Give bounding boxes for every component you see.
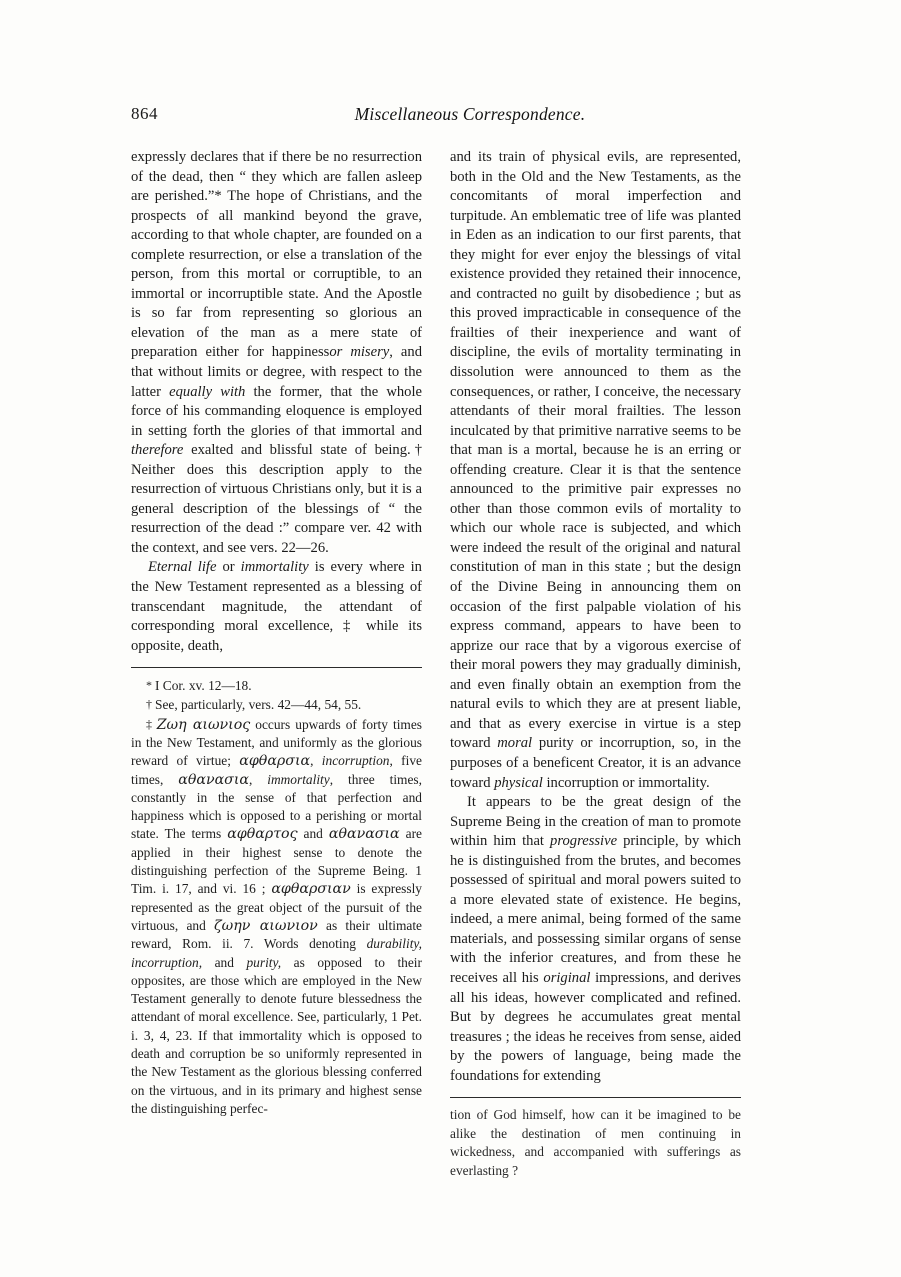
paragraph-body [131,148,422,558]
paragraph-body [131,558,422,656]
two-column-body [131,148,771,1194]
text-run: as opposed to their opposites, are those which are employed in the New Testament generally to denote future blessedness the attendant of moral excellence. See, particularly, 1 Pet. i. 3, 4, 23. If that immortality which is opposed to death and corruption be so uniformly represented in the New Testament as the glorious blessing conferred on the virtuous, and in its primary and highest sense the distinguishing perfec- [131,954,422,1116]
text-run: , [310,753,322,769]
italic-run: or misery [329,344,390,361]
italic-run: durability, incorruption, [131,936,422,970]
text-run: , three times, constantly in the sense of that perfection and happiness which is opposed to a perishing or mortal state. The terms [131,771,422,842]
italic-run: Eternal life [148,559,217,576]
text-run: , [249,771,268,787]
text-run: or [216,559,241,576]
paragraph-body [450,793,741,1086]
text-run: , and that without limits or degree, with respect to the latter [131,344,422,400]
paragraph-body [450,148,741,793]
greek-text: αθανασια [178,771,249,788]
footnote-separator-rule [131,667,422,668]
footnote-marker-asterisk: * [146,678,152,693]
text-run: is every where in the New Testament represented as a blessing of transcendant magnitude, the attendant of corresponding moral excellence, ‡ while its opposite, death, [131,559,422,654]
text-run: It appears to be the great design of the Supreme Being in the creation of man to promote within him that [450,794,741,850]
text-run: occurs upwards of forty times in the New Testament, and uniformly as the glorious reward of virtue; [131,716,422,769]
footnote-text: I Cor. xv. 12—18. [155,678,252,694]
italic-run: moral [497,735,533,752]
italic-run: original [543,969,591,986]
greek-text: αφθαρτος [227,826,298,843]
italic-run: incorruption [321,753,390,769]
text-run: incorruption or immortality. [542,774,710,791]
italic-run: progressive [550,833,618,850]
left-column-text [131,148,422,656]
greek-text: ζωην αιωνιον [213,917,318,934]
text-run: principle, by which he is distinguished from the brutes, and becomes possessed of spiritual and moral powers suited to a more elevated state of existence. He begins, indeed, a mere animal, being formed of the same materials, and possessing similar organs of sense with the inferior creatures, and from these he receives all his [450,833,741,986]
greek-text: Ζωη αιωνιος [156,716,251,733]
footnote-marker-dagger: † [146,697,152,712]
footnote-item [131,715,422,1118]
footnote-item [131,695,422,714]
text-run: are applied in their highest sense to denote the distinguishing perfection of the Supreme Being. 1 Tim. i. 17, and vi. 16 ; [131,826,422,897]
greek-text: αθανασια [328,826,400,843]
text-run: as their ultimate reward, Rom. ii. 7. Words denoting [131,917,422,952]
text-run: is expressly represented as the great object of the pursuit of the virtuous, and [131,881,422,933]
running-head [131,104,771,138]
running-title: Miscellaneous Correspondence. [354,104,586,124]
footnote-item [131,676,422,695]
right-column [450,148,741,1194]
left-column [131,148,422,1194]
right-column-footnote [450,1106,741,1180]
italic-run: immortality [267,771,330,787]
text-run: and [202,954,247,970]
text-run: , five times, [131,753,423,787]
right-column-text [450,148,741,1086]
italic-run: equally with [169,383,246,400]
italic-run: physical [494,774,543,791]
footnote-separator-rule [450,1097,741,1098]
page-number: 864 [131,104,158,123]
footnote-text: See, particularly, vers. 42—44, 54, 55. [155,697,362,713]
greek-text: αφθαρσια [239,753,311,770]
footnote-continuation: tion of God himself, how can it be imagined to be alike the destination of men continuing in wickedness, and accompanied with sufferings as everlasting ? [450,1107,741,1178]
italic-run: purity, [246,954,282,970]
text-run: and [297,826,329,842]
text-run: purity or incorruption, so, in the purposes of a beneficent Creator, it is an advance toward [450,735,741,791]
left-column-footnotes [131,676,422,1118]
greek-text: αφθαρσιαν [271,881,351,898]
italic-run: therefore [131,442,184,459]
text-run: impressions, and derives all his ideas, however complicated and refined. But by degrees he accumulates great mental treasures ; the ideas he receives from sense, aided by the powers of language, being made the foundations for extending [450,969,741,1084]
page-content-area [131,104,771,1194]
text-run: exalted and blissful state of being.† Neither does this description apply to the resurrection of virtuous Christians only, but it is a general description of the blessings of “ the resurrection of the dead :” compare ver. 42 with the context, and see vers. 22—26. [131,442,422,556]
text-run: the former, that the whole force of his commanding eloquence is employed in setting forth the glories of that immortal and [131,383,422,439]
footnote-marker-double-dagger: ‡ [146,716,154,731]
italic-run: immortality [240,559,309,576]
text-run: expressly declares that if there be no resurrection of the dead, then “ they which are fallen asleep are perished.”* The hope of Christians, and the prospects of all mankind beyond the grave, according to that whole chapter, are founded on a complete resurrection, or else a translation of the person, from this mortal or corruptible, to an immortal or incorruptible state. And the Apostle is so far from representing so glorious an elevation of the man as a mere state of preparation either for happiness [131,149,422,361]
text-run: and its train of physical evils, are represented, both in the Old and the New Testaments, as the concomitants of moral imperfection and turpitude. An emblematic tree of life was planted in Eden as an indication to our first parents, that they might for ever enjoy the blessings of vital existence provided they retained their innocence, and contracted no guilt by disobedience ; but as this proved impracticable in consequence of the frailties of their inexperience and want of discipline, the evils of mortality terminating in dissolution were announced to them as the consequences, or rather, I conceive, the necessary attendants of their moral frailties. The lesson inculcated by that primitive narrative seems to be that man is a mortal, because he is an erring or offending creature. Clear it is that the sentence announced to the primitive pair expresses no other than those common evils of mortality to which our whole race is subjected, and which were indeed the result of the original and natural constitution of man in this state ; but the design of the Divine Being in announcing them on occasion of the first palpable violation of his express command, appears to have been to apprize our race that by a vigorous exercise of their moral powers they may gradually diminish, and even finally obtain an exemption from the natural evils to which they are at present liable, and that as every exercise in virtue is a step toward [450,149,741,752]
